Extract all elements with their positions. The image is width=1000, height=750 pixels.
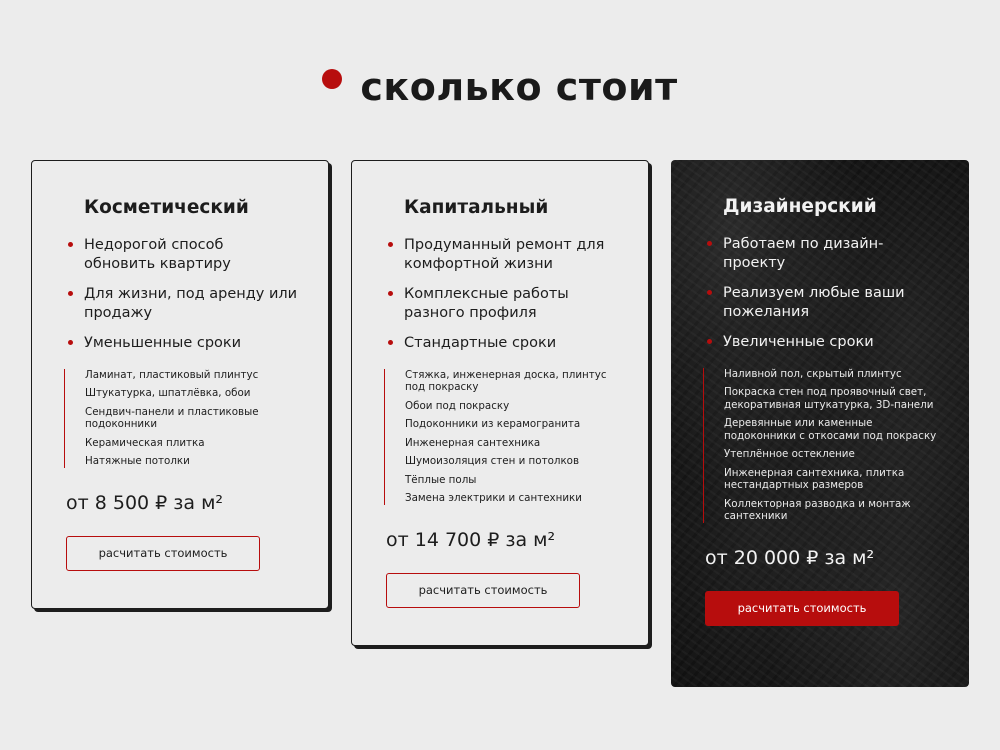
feature-item: Натяжные потолки <box>85 455 190 467</box>
price-label: от 8 500 ₽ за м² <box>66 491 224 514</box>
calculate-cost-button[interactable]: расчитать стоимость <box>66 536 260 571</box>
benefits-list <box>723 235 939 352</box>
feature-item: Ламинат, пластиковый плинтус <box>85 368 259 381</box>
benefit-item: Реализуем любые ваши пожелания <box>705 284 939 321</box>
feature-item: Покраска стен под проявочный свет, декоративная штукатурка, 3D-панели <box>724 386 934 411</box>
section-header <box>0 62 1000 112</box>
pricing-card-capital <box>351 160 649 646</box>
feature-item: Наливной пол, скрытый плинтус <box>724 367 902 380</box>
card-title: Капитальный <box>404 197 549 218</box>
feature-item: Инженерная сантехника, плитка нестандартных размеров <box>724 466 905 491</box>
feature-item: Тёплые полы <box>405 473 477 486</box>
feature-item: Деревянные или каменные подоконники с откосами под покраску <box>724 417 937 442</box>
pricing-card-designer <box>671 160 969 687</box>
features-list <box>384 369 618 505</box>
benefit-item: Недорогой способ обновить квартиру <box>66 236 298 273</box>
benefit-item: Комплексные работы разного профиля <box>386 285 618 322</box>
benefit-item: Продуманный ремонт для комфортной жизни <box>386 236 618 273</box>
pricing-card-cosmetic <box>31 160 329 609</box>
red-dot-icon <box>322 69 342 89</box>
feature-item: Обои под покраску <box>405 399 510 412</box>
feature-item: Шумоизоляция стен и потолков <box>405 455 580 467</box>
feature-item: Стяжка, инженерная доска, плинтус под покраску <box>405 368 607 393</box>
calculate-cost-button[interactable]: расчитать стоимость <box>386 573 580 608</box>
calculate-cost-button[interactable]: расчитать стоимость <box>705 591 899 626</box>
benefit-item: Работаем по дизайн-проекту <box>705 235 939 272</box>
card-title: Косметический <box>84 197 249 218</box>
feature-item: Замена электрики и сантехники <box>405 492 582 504</box>
features-list <box>64 369 298 468</box>
benefits-list <box>404 236 618 353</box>
card-title: Дизайнерский <box>723 196 877 217</box>
feature-item: Инженерная сантехника <box>405 436 541 449</box>
feature-item: Керамическая плитка <box>85 436 205 449</box>
section-title: сколько стоит <box>360 65 678 109</box>
benefit-item: Для жизни, под аренду или продажу <box>66 285 298 322</box>
benefit-item: Увеличенные сроки <box>705 333 939 352</box>
features-list <box>703 368 939 523</box>
price-label: от 20 000 ₽ за м² <box>705 546 875 569</box>
feature-item: Штукатурка, шпатлёвка, обои <box>85 387 251 399</box>
benefits-list <box>84 236 298 353</box>
price-label: от 14 700 ₽ за м² <box>386 528 556 551</box>
feature-item: Утеплённое остекление <box>724 448 855 460</box>
benefit-item: Стандартные сроки <box>386 334 618 353</box>
feature-item: Сендвич-панели и пластиковые подоконники <box>85 405 259 430</box>
feature-item: Коллекторная разводка и монтаж сантехники <box>724 497 911 522</box>
feature-item: Подоконники из керамогранита <box>405 418 581 430</box>
benefit-item: Уменьшенные сроки <box>66 334 298 353</box>
